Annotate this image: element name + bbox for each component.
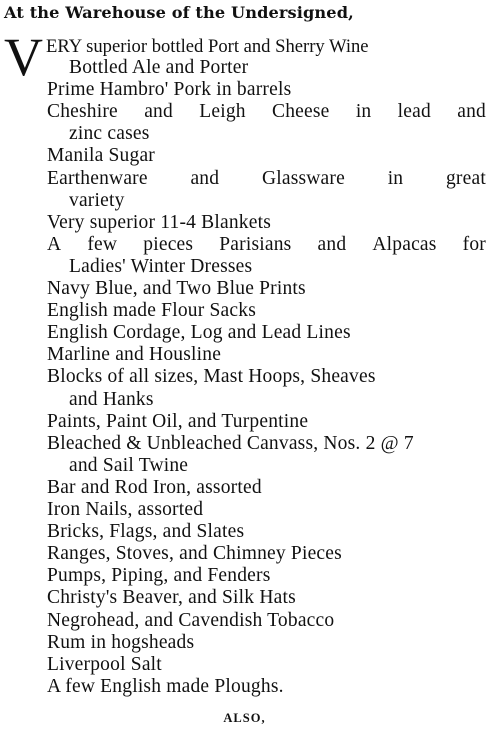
list-item: Bricks, Flags, and Slates (47, 521, 245, 543)
list-item: Navy Blue, and Two Blue Prints (47, 278, 306, 299)
list-item-first: ERY superior bottled Port and Sherry Wine (46, 36, 369, 57)
word: in (355, 101, 372, 123)
word: and (190, 167, 220, 189)
list-item: Marline and Housline (47, 344, 222, 366)
word: Earthenware (47, 167, 148, 189)
word: and (457, 101, 486, 123)
list-item: Bar and Rod Iron, assorted (47, 476, 262, 498)
list-item (47, 234, 486, 256)
drop-cap-letter: V (4, 27, 43, 87)
list-item: Ranges, Stoves, and Chimney Pieces (47, 543, 342, 565)
list-item: Prime Hambro' Pork in barrels (47, 79, 292, 101)
word: great (445, 167, 486, 189)
word: for (462, 233, 486, 255)
word: Cheshire (47, 101, 118, 123)
list-item: Blocks of all sizes, Mast Hoops, Sheaves (47, 366, 376, 388)
list-item: Paints, Paint Oil, and Turpentine (47, 410, 309, 432)
page-heading: At the Warehouse of the Undersigned, (4, 3, 354, 22)
footer-also: ALSO, (223, 711, 266, 725)
word: A (47, 233, 62, 255)
list-item (47, 168, 486, 190)
list-item: and Sail Twine (69, 454, 189, 476)
word: Glassware (261, 167, 345, 189)
list-item: English made Flour Sacks (47, 300, 256, 322)
list-item: Negrohead, and Cavendish Tobacco (47, 609, 335, 631)
word: lead (397, 101, 431, 123)
list-item: Ladies' Winter Dresses (69, 255, 253, 277)
word: Leigh (199, 101, 246, 123)
word: and (144, 101, 173, 123)
list-item: Christy's Beaver, and Silk Hats (47, 587, 296, 609)
list-item: Bleached & Unbleached Canvass, Nos. 2 @ 7 (47, 432, 414, 454)
word: few (87, 233, 118, 255)
list-item: Pumps, Piping, and Fenders (47, 565, 271, 587)
list-item: and Hanks (69, 388, 154, 410)
word: pieces (143, 233, 194, 255)
list-item: zinc cases (69, 123, 150, 145)
list-item: variety (69, 189, 125, 211)
list-item: A few English made Ploughs. (47, 675, 284, 697)
word: Parisians (219, 233, 292, 255)
list-item: Bottled Ale and Porter (69, 57, 249, 78)
word: in (387, 167, 404, 189)
list-item: English Cordage, Log and Lead Lines (47, 322, 351, 344)
list-item: Rum in hogsheads (47, 631, 195, 653)
list-item: Manila Sugar (47, 145, 156, 167)
list-item: Iron Nails, assorted (47, 499, 204, 520)
word: and (317, 233, 347, 255)
list-item (47, 101, 486, 123)
list-item: Liverpool Salt (47, 653, 162, 675)
word: Alpacas (372, 233, 437, 255)
word: Cheese (272, 101, 330, 123)
list-item: Very superior 11-4 Blankets (47, 211, 272, 233)
